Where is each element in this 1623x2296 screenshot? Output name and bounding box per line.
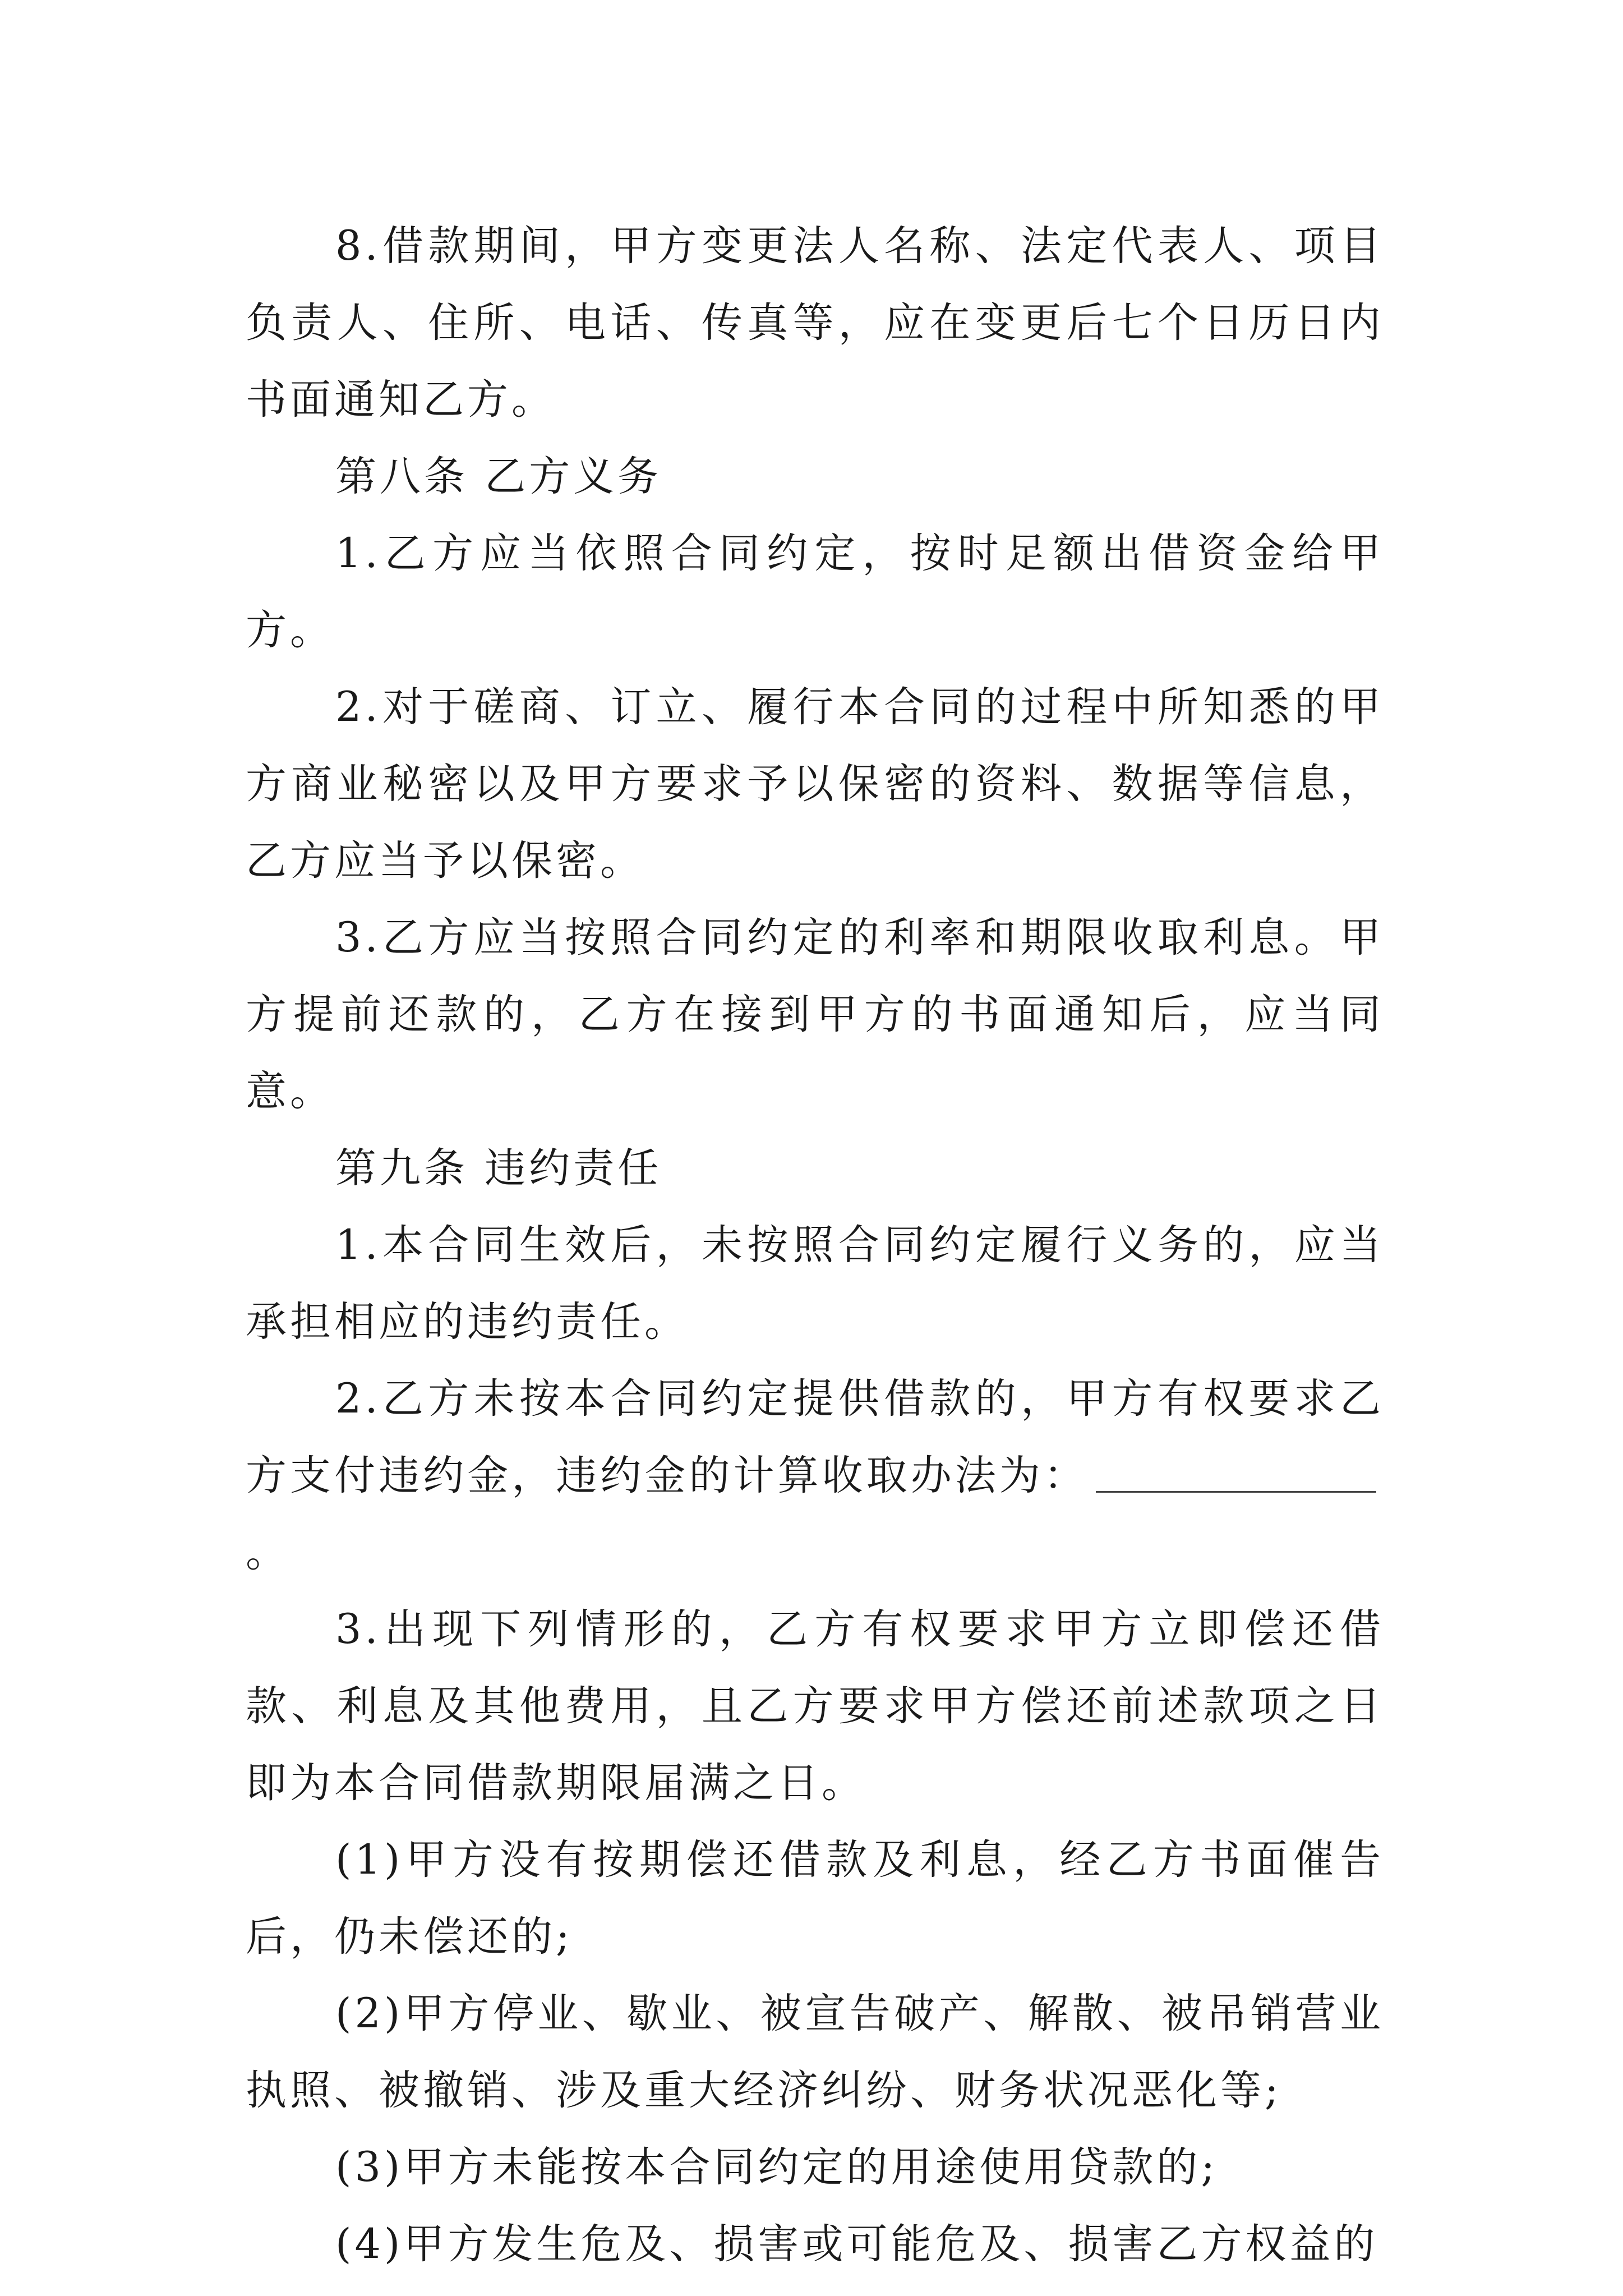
article-8-item-3: 3.乙方应当按照合同约定的利率和期限收取利息。甲方提前还款的，乙方在接到甲方的书面通知后，应当同意。 bbox=[246, 914, 1384, 1115]
article-9-item-3: 3.出现下列情形的，乙方有权要求甲方立即偿还借款、利息及其他费用，且乙方要求甲方偿还前述款项之日即为本合同借款期限届满之日。 bbox=[246, 1605, 1384, 1807]
article-8-heading: 第八条 乙方义务 bbox=[335, 453, 662, 500]
clause-8-change-notice: 8.借款期间，甲方变更法人名称、法定代表人、项目负责人、住所、电话、传真等，应在变更后七个日历日内书面通知乙方。 bbox=[246, 222, 1384, 424]
article-9-item-2 bbox=[246, 1360, 1384, 1591]
article-9-item-3-case-3: (3)甲方未能按本合同约定的用途使用贷款的; bbox=[335, 2143, 1218, 2191]
article-9-item-3-case-2: (2)甲方停业、歇业、被宣告破产、解散、被吊销营业执照、被撤销、涉及重大经济纠纷、财务状况恶化等; bbox=[246, 1990, 1384, 2114]
article-9-heading: 第九条 违约责任 bbox=[335, 1144, 662, 1192]
article-9-item-1: 1.本合同生效后，未按照合同约定履行义务的，应当承担相应的违约责任。 bbox=[246, 1221, 1384, 1346]
article-9-item-3-case-1: (1)甲方没有按期偿还借款及利息，经乙方书面催告后，仍未偿还的; bbox=[246, 1836, 1384, 1961]
article-9-item-2-text: 2.乙方未按本合同约定提供借款的，甲方有权要求乙方支付违约金，违约金的计算收取办法为： bbox=[246, 1375, 1384, 1499]
article-8-item-1: 1.乙方应当依照合同约定，按时足额出借资金给甲方。 bbox=[246, 530, 1384, 654]
article-8-item-2: 2.对于磋商、订立、履行本合同的过程中所知悉的甲方商业秘密以及甲方要求予以保密的资料、数据等信息，乙方应当予以保密。 bbox=[246, 683, 1384, 885]
article-9-item-3-case-4: (4)甲方发生危及、损害或可能危及、损害乙方权益的 bbox=[335, 2220, 1378, 2268]
document-body bbox=[246, 208, 1384, 2283]
article-9-item-2-end: 。 bbox=[246, 1529, 290, 1576]
fill-in-blank-line[interactable] bbox=[1096, 1457, 1376, 1493]
